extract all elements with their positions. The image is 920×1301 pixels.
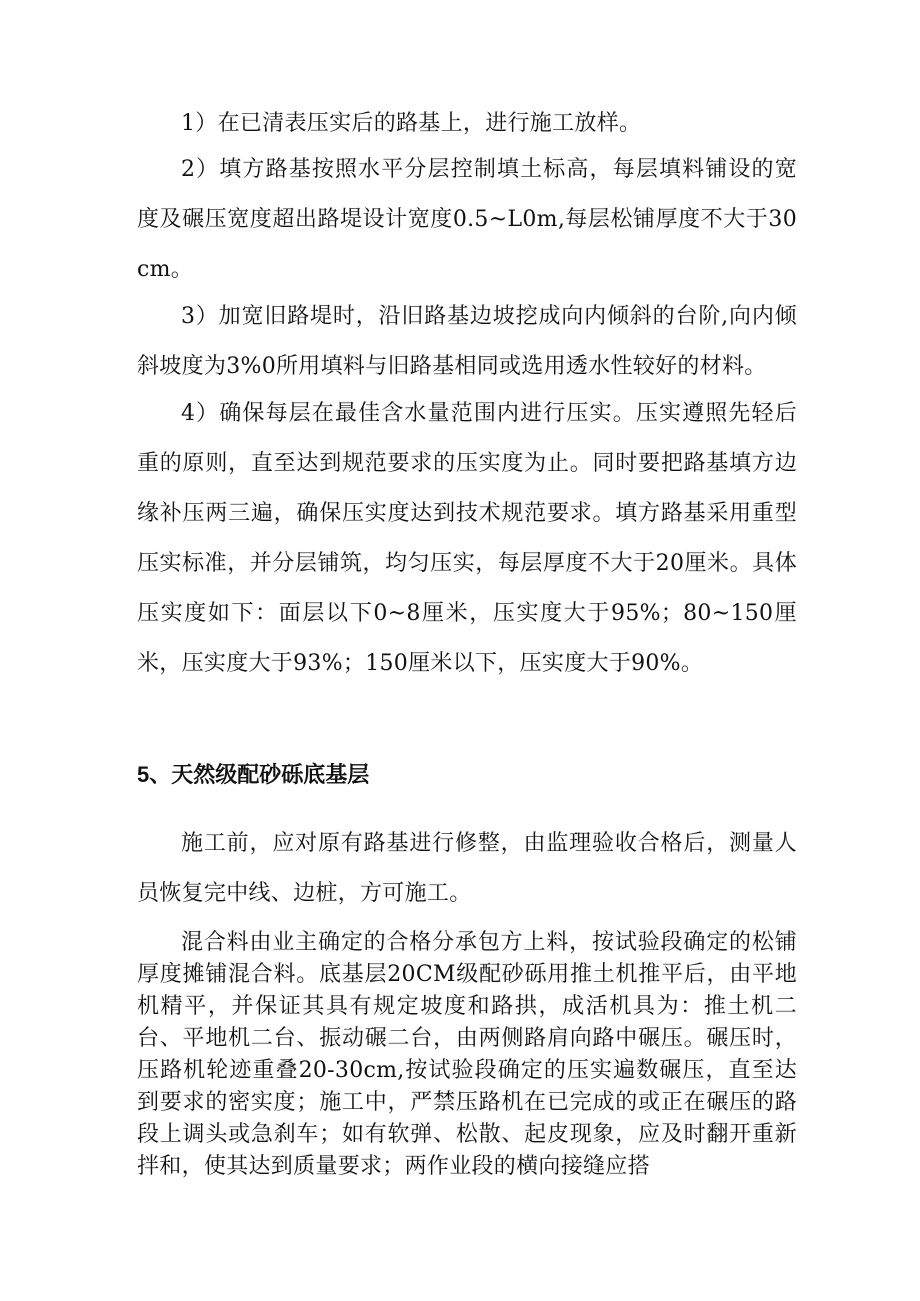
paragraph-preparation: 施工前，应对原有路基进行修整，由监理验收合格后，测量人员恢复完中线、边桩，方可施工。 [137,831,797,906]
paragraph-widening-old-embankment: 3）加宽旧路堤时，沿旧路基边坡挖成向内倾斜的台阶,向内倾斜坡度为3%0所用填料与旧路基相同或选用透水性较好的材料。 [137,304,797,379]
paragraph-compaction: 4）确保每层在最佳含水量范围内进行压实。压实遵照先轻后重的原则，直至达到规范要求的压实度为止。同时要把路基填方边缘补压两三遍，确保压实度达到技术规范要求。填方路基采用重型压实标准，并分层铺筑，均匀压实，每层厚度不大于20厘米。具体压实度如下：面层以下0~8厘米，压实度大于95%；80~150厘米，压实度大于93%；150厘米以下，压实度大于90%。 [137,401,797,676]
paragraph-clearing-layout: 1）在已清表压实后的路基上，进行施工放样。 [181,111,642,136]
paragraph-mixture-spreading: 混合料由业主确定的合格分承包方上料，按试验段确定的松铺厚度摊铺混合料。底基层20CM级配砂砾用推土机推平后，由平地机精平，并保证其具有规定坡度和路拱，成活机具为：推土机二台、平地机二台、振动碾二台，由两侧路肩向路中碾压。碾压时，压路机轮迹重叠20-30cm,按试验段确定的压实遍数碾压，直至达到要求的密实度；施工中，严禁压路机在已完成的或正在碾压的路段上调头或急刹车；如有软弹、松散、起皮现象，应及时翻开重新拌和，使其达到质量要求；两作业段的横向接缝应搭 [137,930,797,1179]
section-heading [137,755,797,795]
paragraph-layered-filling: 2）填方路基按照水平分层控制填土标高，每层填料铺设的宽度及碾压宽度超出路堤设计宽度0.5~L0m,每层松铺厚度不大于30cm。 [137,157,797,282]
section-title: 、天然级配砂砾底基层 [149,762,370,788]
section-number: 5 [137,762,150,787]
